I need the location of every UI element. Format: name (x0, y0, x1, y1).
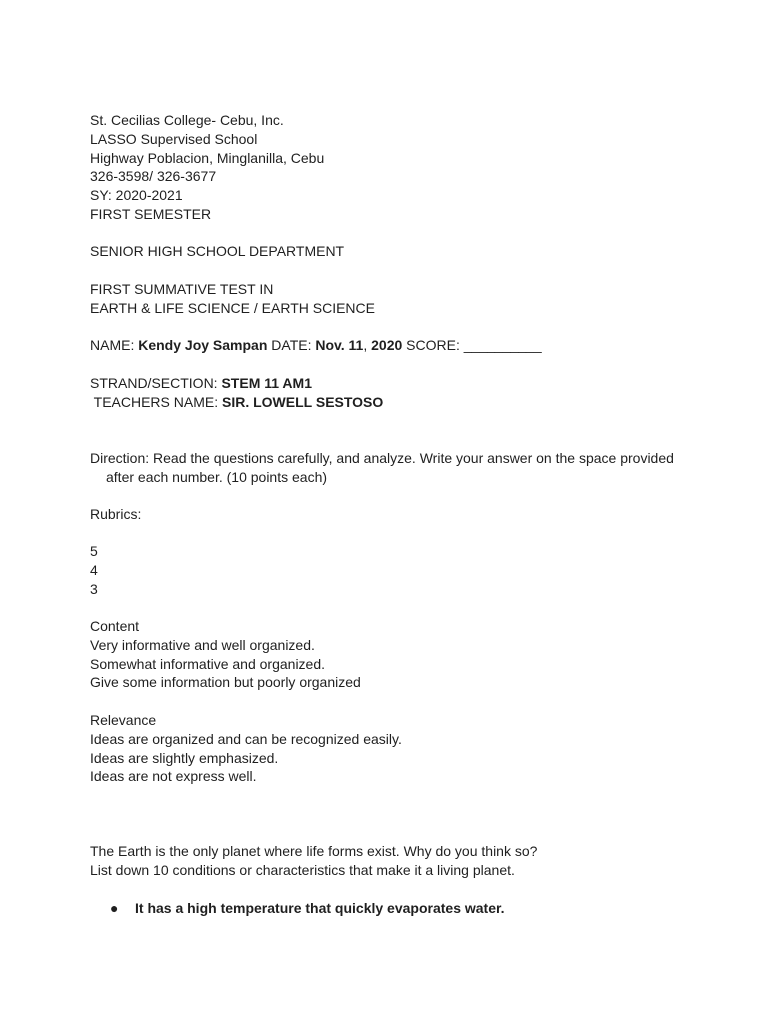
rubric-relevance (90, 711, 402, 786)
date-label: DATE: (267, 337, 316, 353)
school-header (90, 111, 324, 224)
school-phone: 326-3598/ 326-3677 (90, 168, 217, 185)
department: SENIOR HIGH SCHOOL DEPARTMENT (90, 243, 345, 259)
bullet-icon: ● (110, 900, 119, 916)
question-line2: List down 10 conditions or characteristics that make it a living planet. (90, 861, 515, 878)
teacher-label: TEACHERS NAME: (90, 393, 222, 410)
relevance-item: Ideas are slightly emphasized. (90, 749, 279, 766)
question (90, 842, 537, 880)
strand-label: STRAND/SECTION: (90, 375, 222, 391)
rubric-score: 4 (90, 561, 98, 578)
score-label: SCORE: (402, 337, 464, 353)
answer-list-item (110, 899, 505, 918)
direction (90, 449, 674, 487)
direction-line2: after each number. (10 points each) (106, 468, 328, 485)
date-value: Nov. 11 (315, 337, 364, 353)
direction-line1: Direction: Read the questions carefully, and analyze. Write your answer on the space provided (90, 450, 674, 466)
rubric-content (90, 617, 361, 692)
relevance-item: Ideas are organized and can be recognized easily. (90, 730, 402, 747)
strand-line (90, 374, 383, 393)
rubrics-label: Rubrics: (90, 506, 142, 522)
school-name: St. Cecilias College- Cebu, Inc. (90, 112, 284, 128)
date-year: 2020 (371, 337, 403, 353)
question-line1: The Earth is the only planet where life forms exist. Why do you think so? (90, 843, 538, 859)
teacher-line (90, 393, 383, 412)
relevance-label: Relevance (90, 712, 157, 728)
rubric-score: 3 (90, 580, 98, 597)
rubric-score: 5 (90, 543, 98, 559)
school-type: LASSO Supervised School (90, 130, 258, 147)
test-title-line2: EARTH & LIFE SCIENCE / EARTH SCIENCE (90, 299, 375, 316)
school-address: Highway Poblacion, Minglanilla, Cebu (90, 149, 325, 166)
school-year: SY: 2020-2021 (90, 187, 183, 204)
content-label: Content (90, 618, 140, 634)
content-item: Somewhat informative and organized. (90, 655, 326, 672)
section-info (90, 374, 383, 412)
test-title-line1: FIRST SUMMATIVE TEST IN (90, 281, 274, 297)
teacher-value: SIR. LOWELL SESTOSO (222, 393, 384, 410)
relevance-item: Ideas are not express well. (90, 768, 257, 785)
date-separator: , (363, 337, 372, 353)
semester: FIRST SEMESTER (90, 205, 212, 222)
name-label: NAME: (90, 337, 139, 353)
student-info-line (90, 336, 542, 355)
content-item: Give some information but poorly organized (90, 674, 361, 691)
content-item: Very informative and well organized. (90, 636, 315, 653)
student-name: Kendy Joy Sampan (138, 337, 268, 353)
rubric-scores (90, 542, 98, 598)
score-blank: __________ (463, 337, 542, 353)
test-title (90, 280, 375, 318)
answer-text: It has a high temperature that quickly evaporates water. (135, 900, 505, 916)
strand-value: STEM 11 AM1 (221, 375, 312, 391)
